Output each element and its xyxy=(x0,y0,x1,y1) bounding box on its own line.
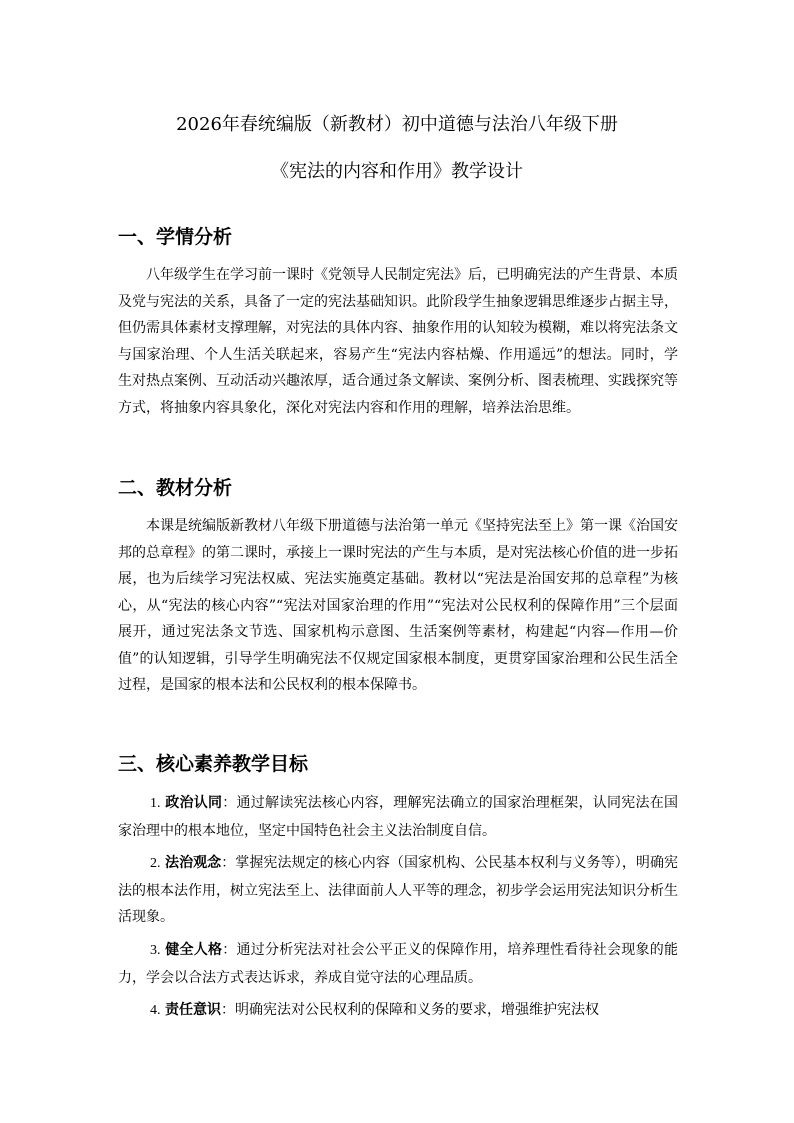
goal-text: ：明确宪法对公民权利的保障和义务的要求，增强维护宪法权 xyxy=(220,1002,599,1018)
goal-keyword: 责任意识 xyxy=(164,1002,221,1018)
goal-number: 2. xyxy=(150,856,161,871)
goal-keyword: 健全人格 xyxy=(165,942,223,958)
document-title-line-1: 2026年春统编版（新教材）初中道德与法治八年级下册 xyxy=(176,114,618,135)
goal-number: 3. xyxy=(150,943,161,958)
goal-item-sound-personality xyxy=(118,937,678,991)
section-body-learner-analysis: 八年级学生在学习前一课时《党领导人民制定宪法》后，已明确宪法的产生背景、本质及党与宪法的关系，具备了一定的宪法基础知识。此阶段学生抽象逻辑思维逐步占据主导，但仍需具体素材支撑理解，对宪法的具体内容、抽象作用的认知较为模糊，难以将宪法条文与国家治理、个人生活关联起来，容易产生“宪法内容枯燥、作用遥远”的想法。同时，学生对热点案例、互动活动兴趣浓厚，适合通过条文解读、案例分析、图表梳理、实践探究等方式，将抽象内容具象化，深化对宪法内容和作用的理解，培养法治思维。 xyxy=(118,267,678,416)
goal-keyword: 法治观念 xyxy=(165,855,222,871)
section-heading-learner-analysis: 一、学情分析 xyxy=(118,226,233,248)
goal-item-rule-of-law xyxy=(118,850,678,931)
goal-keyword: 政治认同 xyxy=(165,795,223,811)
section-heading-textbook-analysis: 二、教材分析 xyxy=(118,477,233,499)
goal-text: ：通过解读宪法核心内容，理解宪法确立的国家治理框架，认同宪法在国家治理中的根本地位，坚定中国特色社会主义法治制度自信。 xyxy=(118,795,679,839)
section-body-textbook-analysis: 本课是统编版新教材八年级下册道德与法治第一单元《坚持宪法至上》第一课《治国安邦的总章程》的第二课时，承接上一课时宪法的产生与本质，是对宪法核心价值的进一步拓展，也为后续学习宪法权威、宪法实施奠定基础。教材以“宪法是治国安邦的总章程”为核心，从“宪法的核心内容”“宪法对国家治理的作用”“宪法对公民权利的保障作用”三个层面展开，通过宪法条文节选、国家机构示意图、生活案例等素材，构建起“内容—作用—价值”的认知逻辑，引导学生明确宪法不仅规定国家根本制度，更贯穿国家治理和公民生活全过程，是国家的根本法和公民权利的根本保障书。 xyxy=(118,518,678,693)
goal-number: 1. xyxy=(150,796,161,811)
goal-text: ：通过分析宪法对社会公平正义的保障作用，培养理性看待社会现象的能力，学会以合法方式表达诉求，养成自觉守法的心理品质。 xyxy=(118,942,679,986)
document-title-line-2: 《宪法的内容和作用》教学设计 xyxy=(271,161,523,182)
goal-item-political-identity xyxy=(118,790,678,844)
goal-text: ：掌握宪法规定的核心内容（国家机构、公民基本权利与义务等），明确宪法的根本法作用，树立宪法至上、法律面前人人平等的理念，初步学会运用宪法知识分析生活现象。 xyxy=(118,855,679,925)
goal-item-responsibility xyxy=(118,997,678,1025)
section-heading-teaching-goals: 三、核心素养教学目标 xyxy=(118,753,309,775)
goal-number: 4. xyxy=(150,1003,161,1018)
